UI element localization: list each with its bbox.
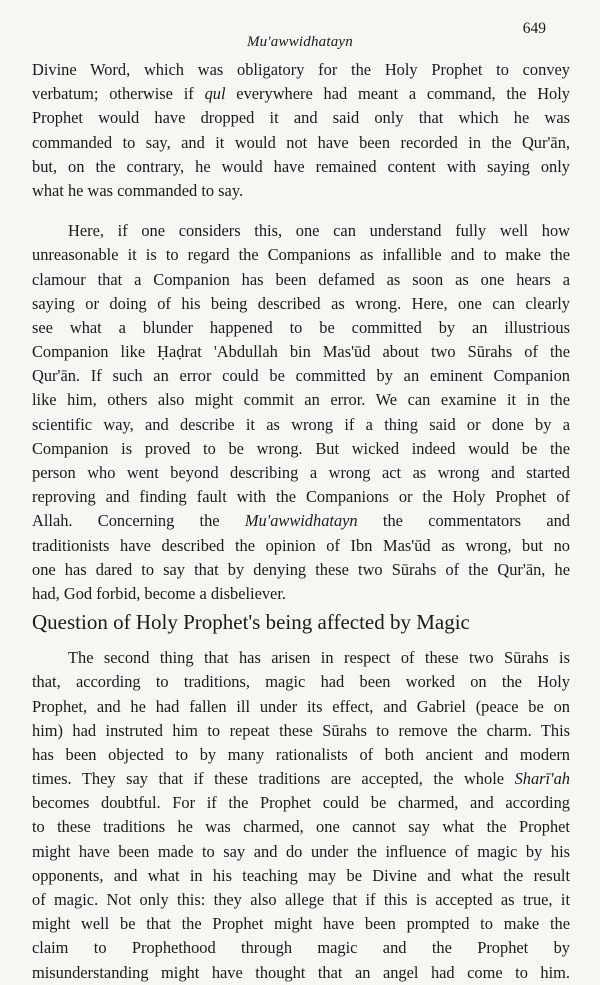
text-line: see what a blunder happened to be committed by an illustrious <box>32 317 570 337</box>
text-line: person who went beyond describing a wrong act as wrong and started <box>32 463 570 482</box>
text-line: clamour that a Companion has been defamed as soon as one hears a <box>32 269 570 289</box>
text-line: had, God forbid, become a disbeliever. <box>32 583 286 603</box>
text-line: has been objected to by many rationalists of both ancient and modern <box>32 744 570 764</box>
text-line: like him, others also might commit an error. We can examine it in the <box>32 390 570 410</box>
text-line: The second thing that has arisen in respect of these two Sūrahs is <box>68 648 570 668</box>
text-line: claim to Prophethood through magic and the Prophet by <box>32 938 570 958</box>
running-head: Mu'awwidhatayn <box>246 34 353 50</box>
text-line: Here, if one considers this, one can understand fully well how <box>68 221 570 241</box>
page-number: 649 <box>522 20 546 37</box>
text-line: might have been made to say and do under the influence of magic by his <box>32 841 570 861</box>
section-heading: Question of Holy Prophet's being affected by Magic <box>32 610 470 635</box>
text-line: Companion like Ḥaḍrat 'Abdullah bin Mas'ūd about two Sūrahs of the <box>32 342 570 362</box>
text-line: misunderstanding might have thought that an angel had come to him. <box>32 962 570 982</box>
text-line: verbatum; otherwise if qul everywhere had meant a command, the Holy <box>32 84 570 104</box>
text-line: but, on the contrary, he would have remained content with saying only <box>32 156 570 176</box>
text-line: becomes doubtful. For if the Prophet could be charmed, and according <box>32 793 570 813</box>
text-line: him) had instruted him to repeat these Sūrahs to remove the charm. This <box>32 720 570 740</box>
text-line: to these traditions he was charmed, one cannot say what the Prophet <box>32 817 570 837</box>
text-line: saying or doing of his being described as wrong. Here, one can clearly <box>32 293 570 313</box>
text-line: traditionists have described the opinion of Ibn Mas'ūd as wrong, but no <box>32 535 570 555</box>
paragraph-1 <box>32 58 570 203</box>
text-line: Prophet would have dropped it and said only that which he was <box>32 108 570 128</box>
text-line: Qur'ān. If such an error could be committed by an eminent Companion <box>32 366 570 386</box>
body-text <box>32 58 570 985</box>
text-line: times. They say that if these traditions are accepted, the whole Sharī'ah <box>32 769 570 789</box>
text-line: opponents, and what in his teaching may be Divine and what the result <box>32 865 570 885</box>
text-line: that, according to traditions, magic had been worked on the Holy <box>32 672 570 692</box>
text-line: unreasonable it is to regard the Companions as infallible and to make the <box>32 245 570 265</box>
text-line: reproving and finding fault with the Companions or the Holy Prophet of <box>32 487 570 507</box>
text-line: Divine Word, which was obligatory for the Holy Prophet to convey <box>32 60 570 79</box>
text-line: Allah. Concerning the Mu'awwidhatayn the commentators and <box>32 511 570 531</box>
text-line: might well be that the Prophet might have been prompted to make the <box>32 914 570 934</box>
text-line: scientific way, and describe it as wrong if a thing said or done by a <box>32 414 570 434</box>
text-line: of magic. Not only this: they also allege that if this is accepted as true, it <box>32 890 570 909</box>
paragraph-3 <box>32 646 570 985</box>
text-line: what he was commanded to say. <box>32 180 244 200</box>
paragraph-2 <box>32 219 570 606</box>
text-line: commanded to say, and it would not have been recorded in the Qur'ān, <box>32 132 570 152</box>
text-line: Prophet, and he had fallen ill under its effect, and Gabriel (peace be on <box>32 696 570 716</box>
text-line: Companion is proved to be wrong. But wicked indeed would be the <box>32 438 570 458</box>
text-line: one has dared to say that by denying these two Sūrahs of the Qur'ān, he <box>32 559 570 579</box>
